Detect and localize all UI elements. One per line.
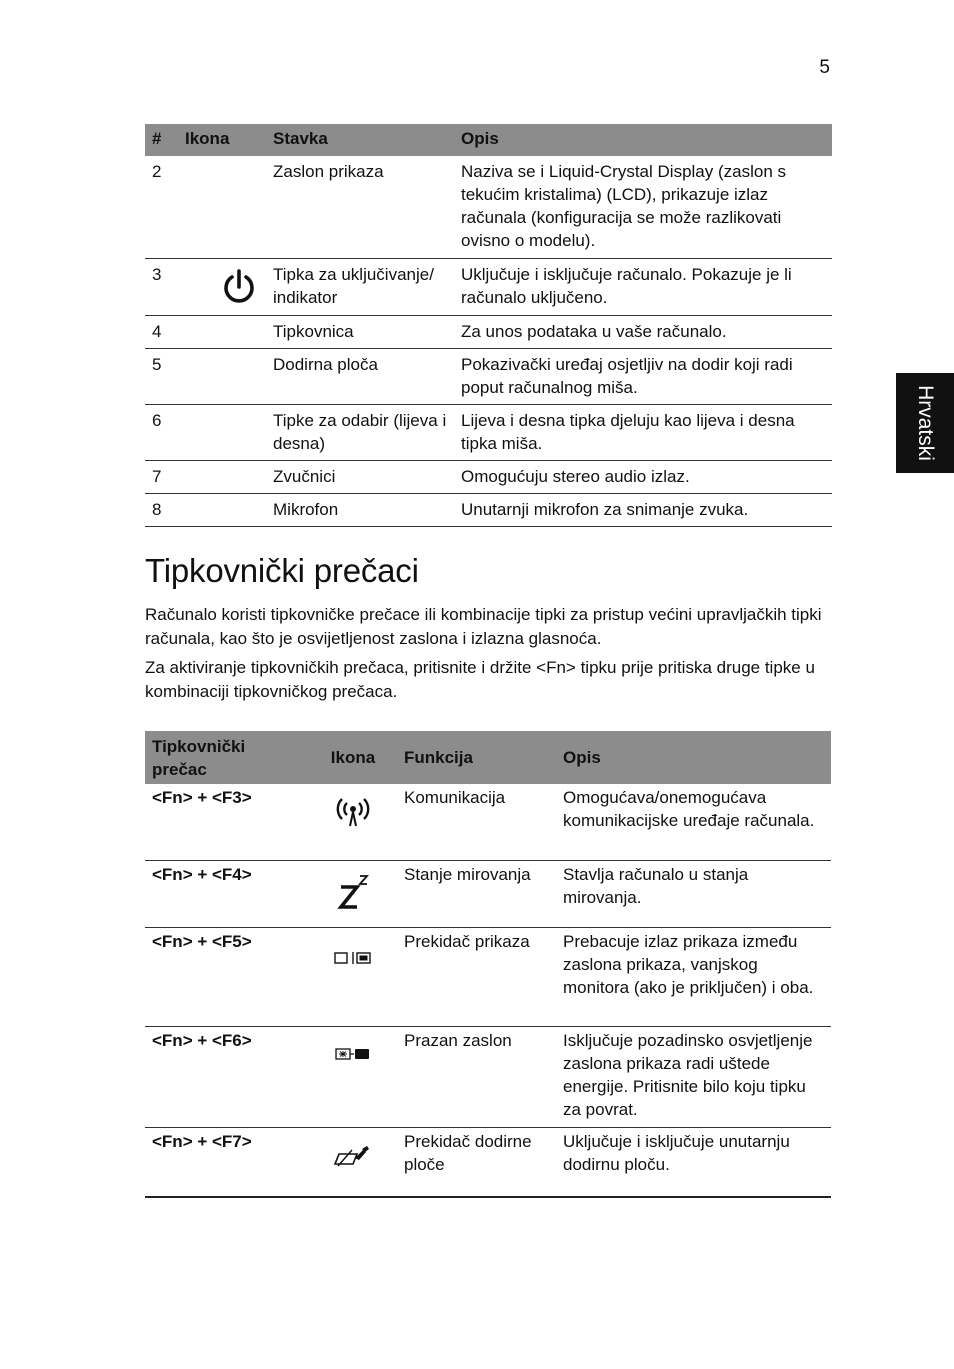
header-function: Funkcija	[397, 731, 556, 784]
row-function: Prekidač prikaza	[397, 927, 556, 1026]
row-number: 3	[145, 258, 178, 315]
row-number: 5	[145, 348, 178, 404]
row-shortcut: <Fn> + <F7>	[145, 1127, 309, 1197]
table-row	[145, 927, 831, 1026]
row-shortcut: <Fn> + <F5>	[145, 927, 309, 1026]
row-number: 2	[145, 156, 178, 258]
parts-table-header	[145, 124, 832, 156]
table-row	[145, 784, 831, 860]
touchpad-toggle-icon	[333, 1144, 373, 1168]
header-icon: Ikona	[178, 124, 266, 156]
row-item: Dodirna ploča	[266, 348, 454, 404]
row-icon	[309, 927, 397, 1026]
row-item: Mikrofon	[266, 493, 454, 526]
row-icon	[178, 404, 266, 460]
row-icon	[178, 460, 266, 493]
row-description: Prebacuje izlaz prikaza između zaslona prikaza, vanjskog monitora (ako je priključen) i oba.	[556, 927, 831, 1026]
row-description: Lijeva i desna tipka djeluju kao lijeva i desna tipka miša.	[454, 404, 832, 460]
table-row	[145, 460, 832, 493]
language-side-tab	[896, 373, 954, 473]
row-number: 6	[145, 404, 178, 460]
row-description: Unutarnji mikrofon za snimanje zvuka.	[454, 493, 832, 526]
row-item: Tipke za odabir (lijeva i desna)	[266, 404, 454, 460]
table-row	[145, 493, 832, 526]
row-description: Uključuje i isključuje unutarnju dodirnu ploču.	[556, 1127, 831, 1197]
language-side-tab-label: Hrvatski	[914, 385, 937, 461]
row-description: Stavlja računalo u stanja mirovanja.	[556, 860, 831, 927]
row-shortcut: <Fn> + <F6>	[145, 1026, 309, 1127]
row-icon	[178, 315, 266, 348]
row-icon	[178, 156, 266, 258]
row-icon	[309, 784, 397, 860]
table-row	[145, 404, 832, 460]
row-icon	[309, 860, 397, 927]
row-number: 7	[145, 460, 178, 493]
screen-blank-icon	[333, 1046, 373, 1062]
row-function: Prazan zaslon	[397, 1026, 556, 1127]
parts-table	[145, 124, 832, 527]
row-icon	[178, 493, 266, 526]
row-item: Tipka za uključivanje/ indikator	[266, 258, 454, 315]
header-description: Opis	[556, 731, 831, 784]
header-description: Opis	[454, 124, 832, 156]
header-icon: Ikona	[309, 731, 397, 784]
row-description: Naziva se i Liquid-Crystal Display (zaslon s tekućim kristalima) (LCD), prikazuje izlaz računala (konfiguracija se može razlikovati ovisno o modelu).	[454, 156, 832, 258]
row-item: Zvučnici	[266, 460, 454, 493]
page-number: 5	[819, 57, 830, 78]
row-description: Uključuje i isključuje računalo. Pokazuje je li računalo uključeno.	[454, 258, 832, 315]
row-icon	[178, 258, 266, 315]
row-description: Pokazivački uređaj osjetljiv na dodir koji radi poput računalnog miša.	[454, 348, 832, 404]
row-item: Zaslon prikaza	[266, 156, 454, 258]
display-toggle-icon	[333, 950, 373, 966]
row-function: Stanje mirovanja	[397, 860, 556, 927]
instruction-paragraph: Za aktiviranje tipkovničkih prečaca, pritisnite i držite <Fn> tipku prije pritiska druge tipke u kombinaciji tipkovničkog prečaca.	[145, 658, 815, 701]
power-icon	[219, 267, 259, 307]
row-description: Za unos podataka u vaše računalo.	[454, 315, 832, 348]
row-function: Prekidač dodirne ploče	[397, 1127, 556, 1197]
table-row	[145, 258, 832, 315]
table-row	[145, 156, 832, 258]
shortcut-table-header	[145, 731, 831, 784]
row-description: Isključuje pozadinsko osvjetljenje zaslona prikaza radi uštede energije. Pritisnite bilo koju tipku za povrat.	[556, 1026, 831, 1127]
row-icon	[309, 1127, 397, 1197]
shortcut-table	[145, 731, 831, 1198]
table-row	[145, 315, 832, 348]
row-shortcut: <Fn> + <F4>	[145, 860, 309, 927]
sleep-icon	[335, 871, 371, 911]
row-icon	[178, 348, 266, 404]
row-number: 4	[145, 315, 178, 348]
table-row	[145, 1127, 831, 1197]
header-item: Stavka	[266, 124, 454, 156]
intro-paragraph: Računalo koristi tipkovničke prečace ili kombinacije tipki za pristup većini upravljačkih tipki računala, kao što je osvijetljenost zaslona i izlazna glasnoća.	[145, 605, 822, 648]
header-number: #	[145, 124, 178, 156]
row-description: Omogućuju stereo audio izlaz.	[454, 460, 832, 493]
table-row	[145, 348, 832, 404]
table-row	[145, 860, 831, 927]
row-description: Omogućava/onemogućava komunikacijske uređaje računala.	[556, 784, 831, 860]
table-row	[145, 1026, 831, 1127]
row-icon	[309, 1026, 397, 1127]
header-shortcut: Tipkovnički prečac	[145, 731, 309, 784]
row-number: 8	[145, 493, 178, 526]
row-item: Tipkovnica	[266, 315, 454, 348]
row-shortcut: <Fn> + <F3>	[145, 784, 309, 860]
section-title: Tipkovnički prečaci	[145, 552, 419, 589]
row-function: Komunikacija	[397, 784, 556, 860]
wireless-icon	[333, 796, 373, 828]
